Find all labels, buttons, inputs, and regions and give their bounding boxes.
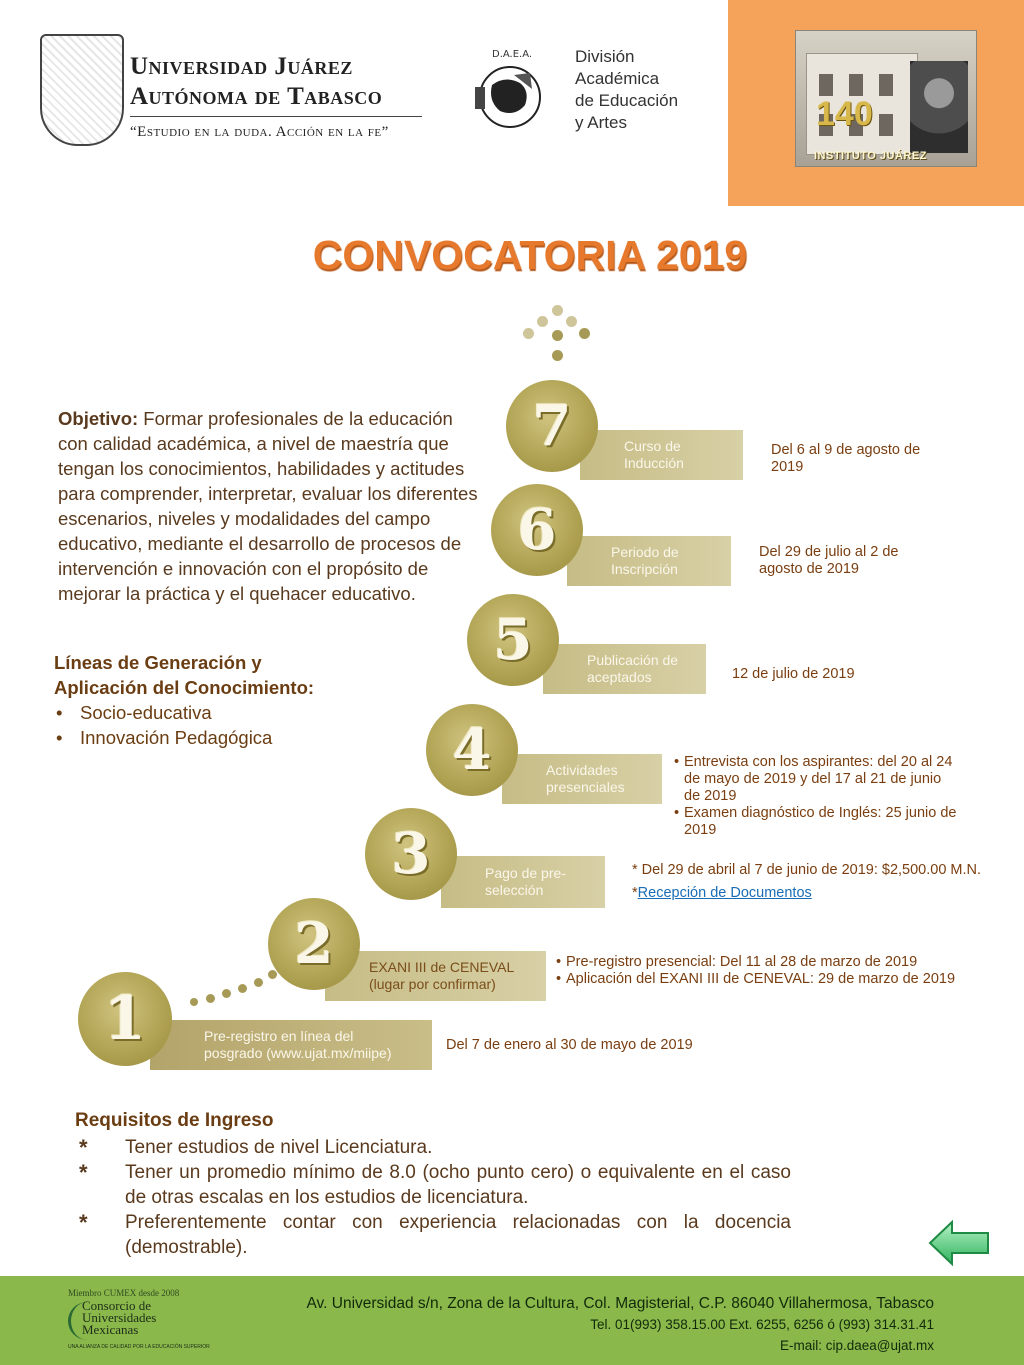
list-item: • Pre-registro presencial: Del 11 al 28 de marzo de 2019: [556, 954, 956, 971]
step-3-info: [632, 862, 1012, 902]
objetivo-label: Objetivo:: [58, 408, 139, 429]
objetivo-text: Formar profesionales de la educación con calidad académica, a nivel de maestría que tengan los conocimientos, habilidades y actitudes para comprender, interpretar, evaluar los diferentes escenarios, niveles y modalidades del campo educativo, mediante el desarrollo de procesos de intervención e innovación con el propósito de mejorar la práctica y el quehacer educativo.: [58, 408, 478, 604]
list-item: * Preferentemente contar con experiencia relacionadas con la docencia (demostrable).: [75, 1210, 791, 1260]
timeline-dot: [537, 316, 548, 327]
timeline-dot: [238, 984, 247, 993]
list-item: • Entrevista con los aspirantes: del 20 al 24 de mayo de 2019 y del 17 al 21 de junio de 2019: [674, 754, 959, 805]
anniversary-number: 140: [816, 95, 873, 133]
timeline-dot: [552, 350, 563, 361]
page-title: CONVOCATORIA 2019: [312, 232, 748, 278]
timeline-dot: [206, 994, 215, 1003]
footer-email: E-mail: cip.daea@ujat.mx: [779, 1338, 934, 1353]
timeline-dot: [579, 328, 590, 339]
step-7-number: 7: [506, 380, 598, 472]
step-2-bar: EXANI III de CENEVAL (lugar por confirmar): [325, 951, 546, 1001]
timeline-dot: [552, 305, 563, 316]
timeline-dot: [552, 330, 563, 341]
footer-contact: [306, 1293, 934, 1356]
requisitos-heading: Requisitos de Ingreso: [75, 1110, 274, 1131]
step-2-info: [556, 954, 956, 988]
step-3-bar: Pago de pre- selección: [441, 856, 605, 908]
step-7-info: Del 6 al 9 de agosto de 2019: [771, 442, 921, 475]
list-item: • Socio-educativa: [54, 700, 272, 725]
step-6-info: Del 29 de julio al 2 de agosto de 2019: [759, 544, 899, 577]
university-name: Universidad Juárez Autónoma de Tabasco: [130, 53, 383, 110]
step-6-bar: Periodo de Inscripción: [567, 536, 731, 586]
cumex-logo: Miembro CUMEX desde 2008 Consorcio de Universidades Mexicanas UNA ALIANZA DE CALIDAD POR LA EDUCACIÓN SUPERIOR: [68, 1288, 210, 1350]
lineas-heading: Líneas de Generación y Aplicación del Conocimiento:: [54, 652, 315, 698]
step-4-info: [674, 754, 959, 839]
university-motto: “Estudio en la duda. Acción en la fe”: [130, 124, 389, 140]
anniversary-image: [795, 30, 977, 167]
green-left-arrow-icon: [930, 1222, 988, 1264]
step-1-info: Del 7 de enero al 30 de mayo de 2019: [446, 1037, 693, 1053]
daea-globe-logo-icon: [470, 45, 548, 135]
anniversary-label: INSTITUTO JUÁREZ: [814, 150, 927, 162]
step-3-date: * Del 29 de abril al 7 de junio de 2019: $2,500.00 M.N.: [632, 862, 982, 878]
step-1-number: 1: [78, 972, 172, 1066]
step-7-bar: Curso de Inducción: [580, 430, 743, 480]
footer-address: Av. Universidad s/n, Zona de la Cultura, Col. Magisterial, C.P. 86040 Villahermosa, Tabasco: [306, 1295, 934, 1312]
timeline-dot: [566, 316, 577, 327]
step-4-number: 4: [426, 704, 518, 796]
lineas-list: [54, 700, 272, 750]
list-item: * Tener un promedio mínimo de 8.0 (ocho punto cero) o equivalente en el caso de otras escalas en los estudios de licenciatura.: [75, 1160, 791, 1210]
header-divider: [130, 116, 422, 117]
footer-phone: Tel. 01(993) 358.15.00 Ext. 6255, 6256 ó (993) 314.31.41: [590, 1317, 934, 1332]
timeline-dot: [268, 970, 277, 979]
requisitos-list: [75, 1135, 791, 1260]
list-item: • Innovación Pedagógica: [54, 725, 272, 750]
step-4-bar: Actividades presenciales: [502, 754, 662, 804]
recepcion-documentos-link[interactable]: Recepción de Documentos: [637, 885, 812, 901]
portrait-illustration: [910, 61, 968, 153]
step-2-number: 2: [268, 898, 360, 990]
timeline-dot: [190, 998, 198, 1006]
step-5-bar: Publicación de aceptados: [543, 644, 706, 694]
timeline-dot: [222, 989, 231, 998]
step-3-number: 3: [365, 808, 457, 900]
list-item: • Examen diagnóstico de Inglés: 25 junio de 2019: [674, 805, 959, 839]
timeline-dot: [523, 328, 534, 339]
step-6-number: 6: [491, 484, 583, 576]
list-item: * Tener estudios de nivel Licenciatura.: [75, 1135, 791, 1160]
step-5-number: 5: [467, 594, 559, 686]
list-item: • Aplicación del EXANI III de CENEVAL: 29 de marzo de 2019: [556, 971, 956, 988]
back-arrow-button[interactable]: [928, 1220, 994, 1266]
step-3-prefix: *: [632, 885, 638, 901]
division-name: División Académica de Educación y Artes: [575, 47, 679, 132]
objetivo-paragraph: [58, 406, 478, 606]
svg-text:D.A.E.A.: D.A.E.A.: [492, 49, 533, 60]
step-1-bar: Pre-registro en línea del posgrado (www.ujat.mx/miipe): [150, 1020, 432, 1070]
step-5-info: 12 de julio de 2019: [732, 666, 855, 682]
ujat-seal-icon: [40, 34, 124, 146]
timeline-dot: [254, 978, 263, 987]
